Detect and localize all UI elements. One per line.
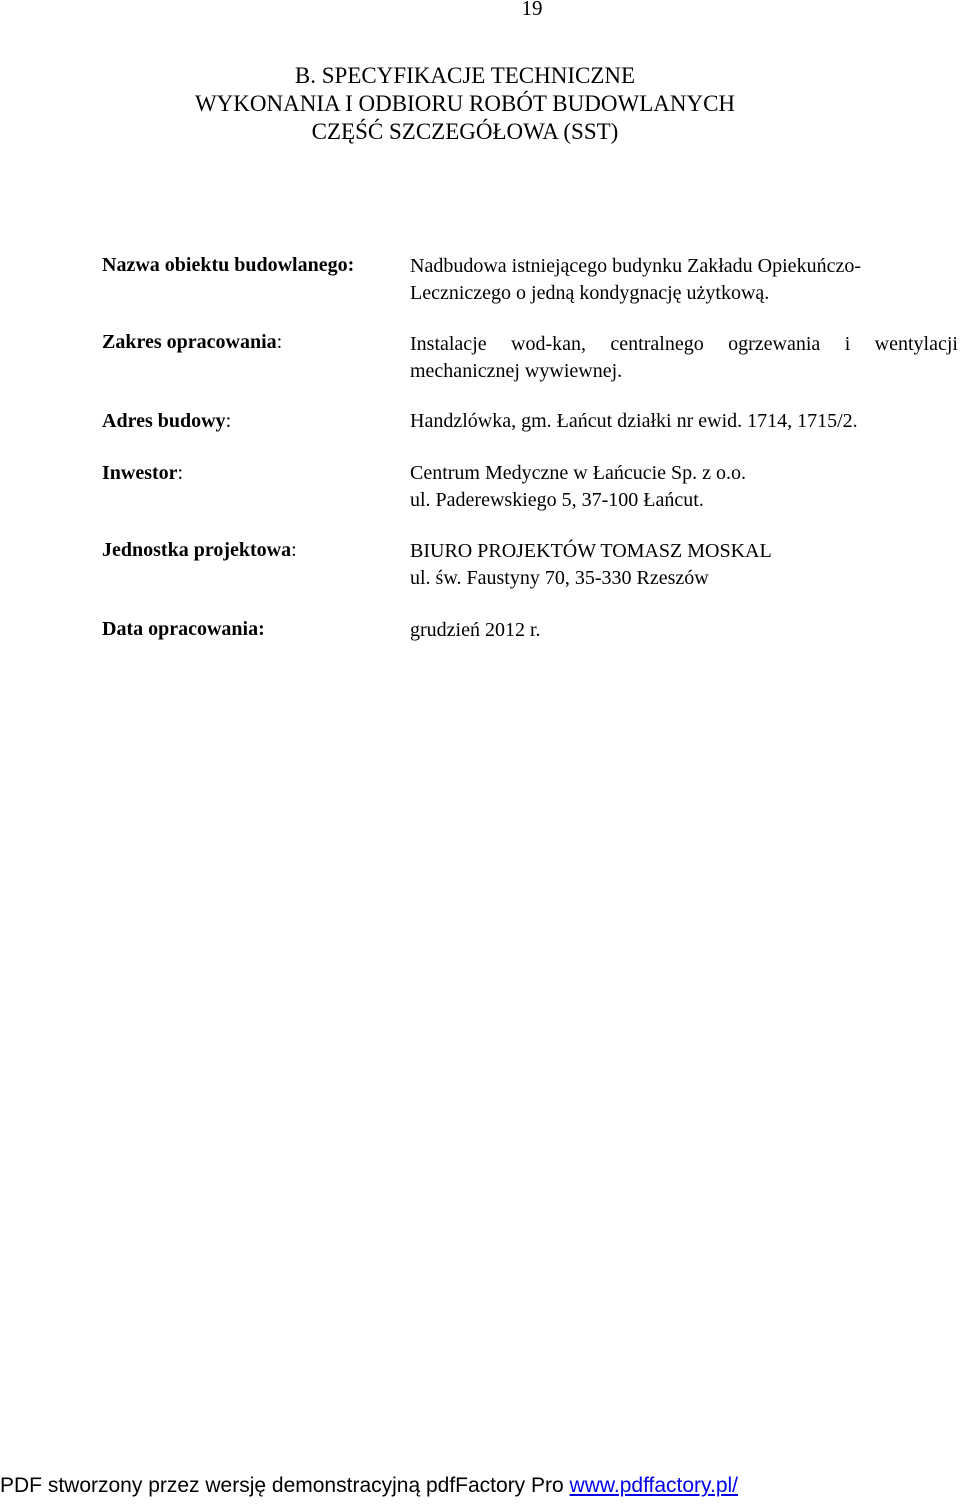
design-unit-line-2: ul. św. Faustyny 70, 35-330 Rzeszów: [410, 567, 709, 589]
scope-line-1: [410, 331, 958, 358]
scope-word: centralnego: [610, 333, 704, 355]
page-number: 19: [521, 0, 543, 20]
object-name-label: Nazwa obiektu budowlanego:: [102, 254, 355, 276]
design-unit-line-1: BIURO PROJEKTÓW TOMASZ MOSKAL: [410, 540, 772, 562]
investor-label-colon: :: [177, 462, 184, 484]
title-line-2: WYKONANIA I ODBIORU ROBÓT BUDOWLANYCH: [194, 91, 736, 116]
scope-value: [410, 331, 958, 385]
footer-link[interactable]: www.pdffactory.pl/: [569, 1474, 739, 1497]
address-label-text: Adres budowy: [102, 410, 226, 432]
scope-label-colon: :: [276, 331, 283, 353]
footer-text: PDF stworzony przez wersję demonstracyjną pdfFactory Pro: [0, 1474, 570, 1497]
document-title: [0, 62, 930, 146]
scope-word: wentylacji: [874, 333, 958, 355]
date-value: grudzień 2012 r.: [410, 619, 541, 641]
scope-label-text: Zakres opracowania: [102, 331, 277, 353]
scope-word: Instalacje: [410, 333, 487, 355]
scope-line-2: mechanicznej wywiewnej.: [410, 360, 623, 382]
design-unit-label-colon: :: [291, 539, 297, 561]
date-label: Data opracowania:: [102, 618, 265, 640]
scope-word: i: [844, 333, 851, 355]
design-unit-label-text: Jednostka projektowa: [102, 539, 292, 561]
investor-value: [410, 460, 746, 514]
design-unit-value: [410, 538, 772, 592]
object-name-line-1: Nadbudowa istniejącego budynku Zakładu Opiekuńczo-: [410, 255, 861, 277]
title-line-3: CZĘŚĆ SZCZEGÓŁOWA (SST): [311, 119, 619, 144]
scope-word: wod-kan,: [511, 333, 587, 355]
scope-label: [102, 331, 282, 354]
investor-line-2: ul. Paderewskiego 5, 37-100 Łańcut.: [410, 489, 704, 511]
address-value: Handzlówka, gm. Łańcut działki nr ewid. 1714, 1715/2.: [410, 410, 858, 432]
object-name-value: [410, 253, 861, 307]
object-name-line-2: Leczniczego o jedną kondygnację użytkową.: [410, 282, 770, 304]
title-line-1: B. SPECYFIKACJE TECHNICZNE: [294, 63, 636, 88]
design-unit-label: [102, 539, 297, 562]
scope-word: ogrzewania: [728, 333, 821, 355]
pdf-footer: [0, 1474, 738, 1498]
investor-label-text: Inwestor: [102, 462, 178, 484]
address-label: [102, 410, 231, 433]
investor-line-1: Centrum Medyczne w Łańcucie Sp. z o.o.: [410, 462, 747, 484]
investor-label: [102, 462, 183, 485]
address-label-colon: :: [225, 410, 232, 432]
